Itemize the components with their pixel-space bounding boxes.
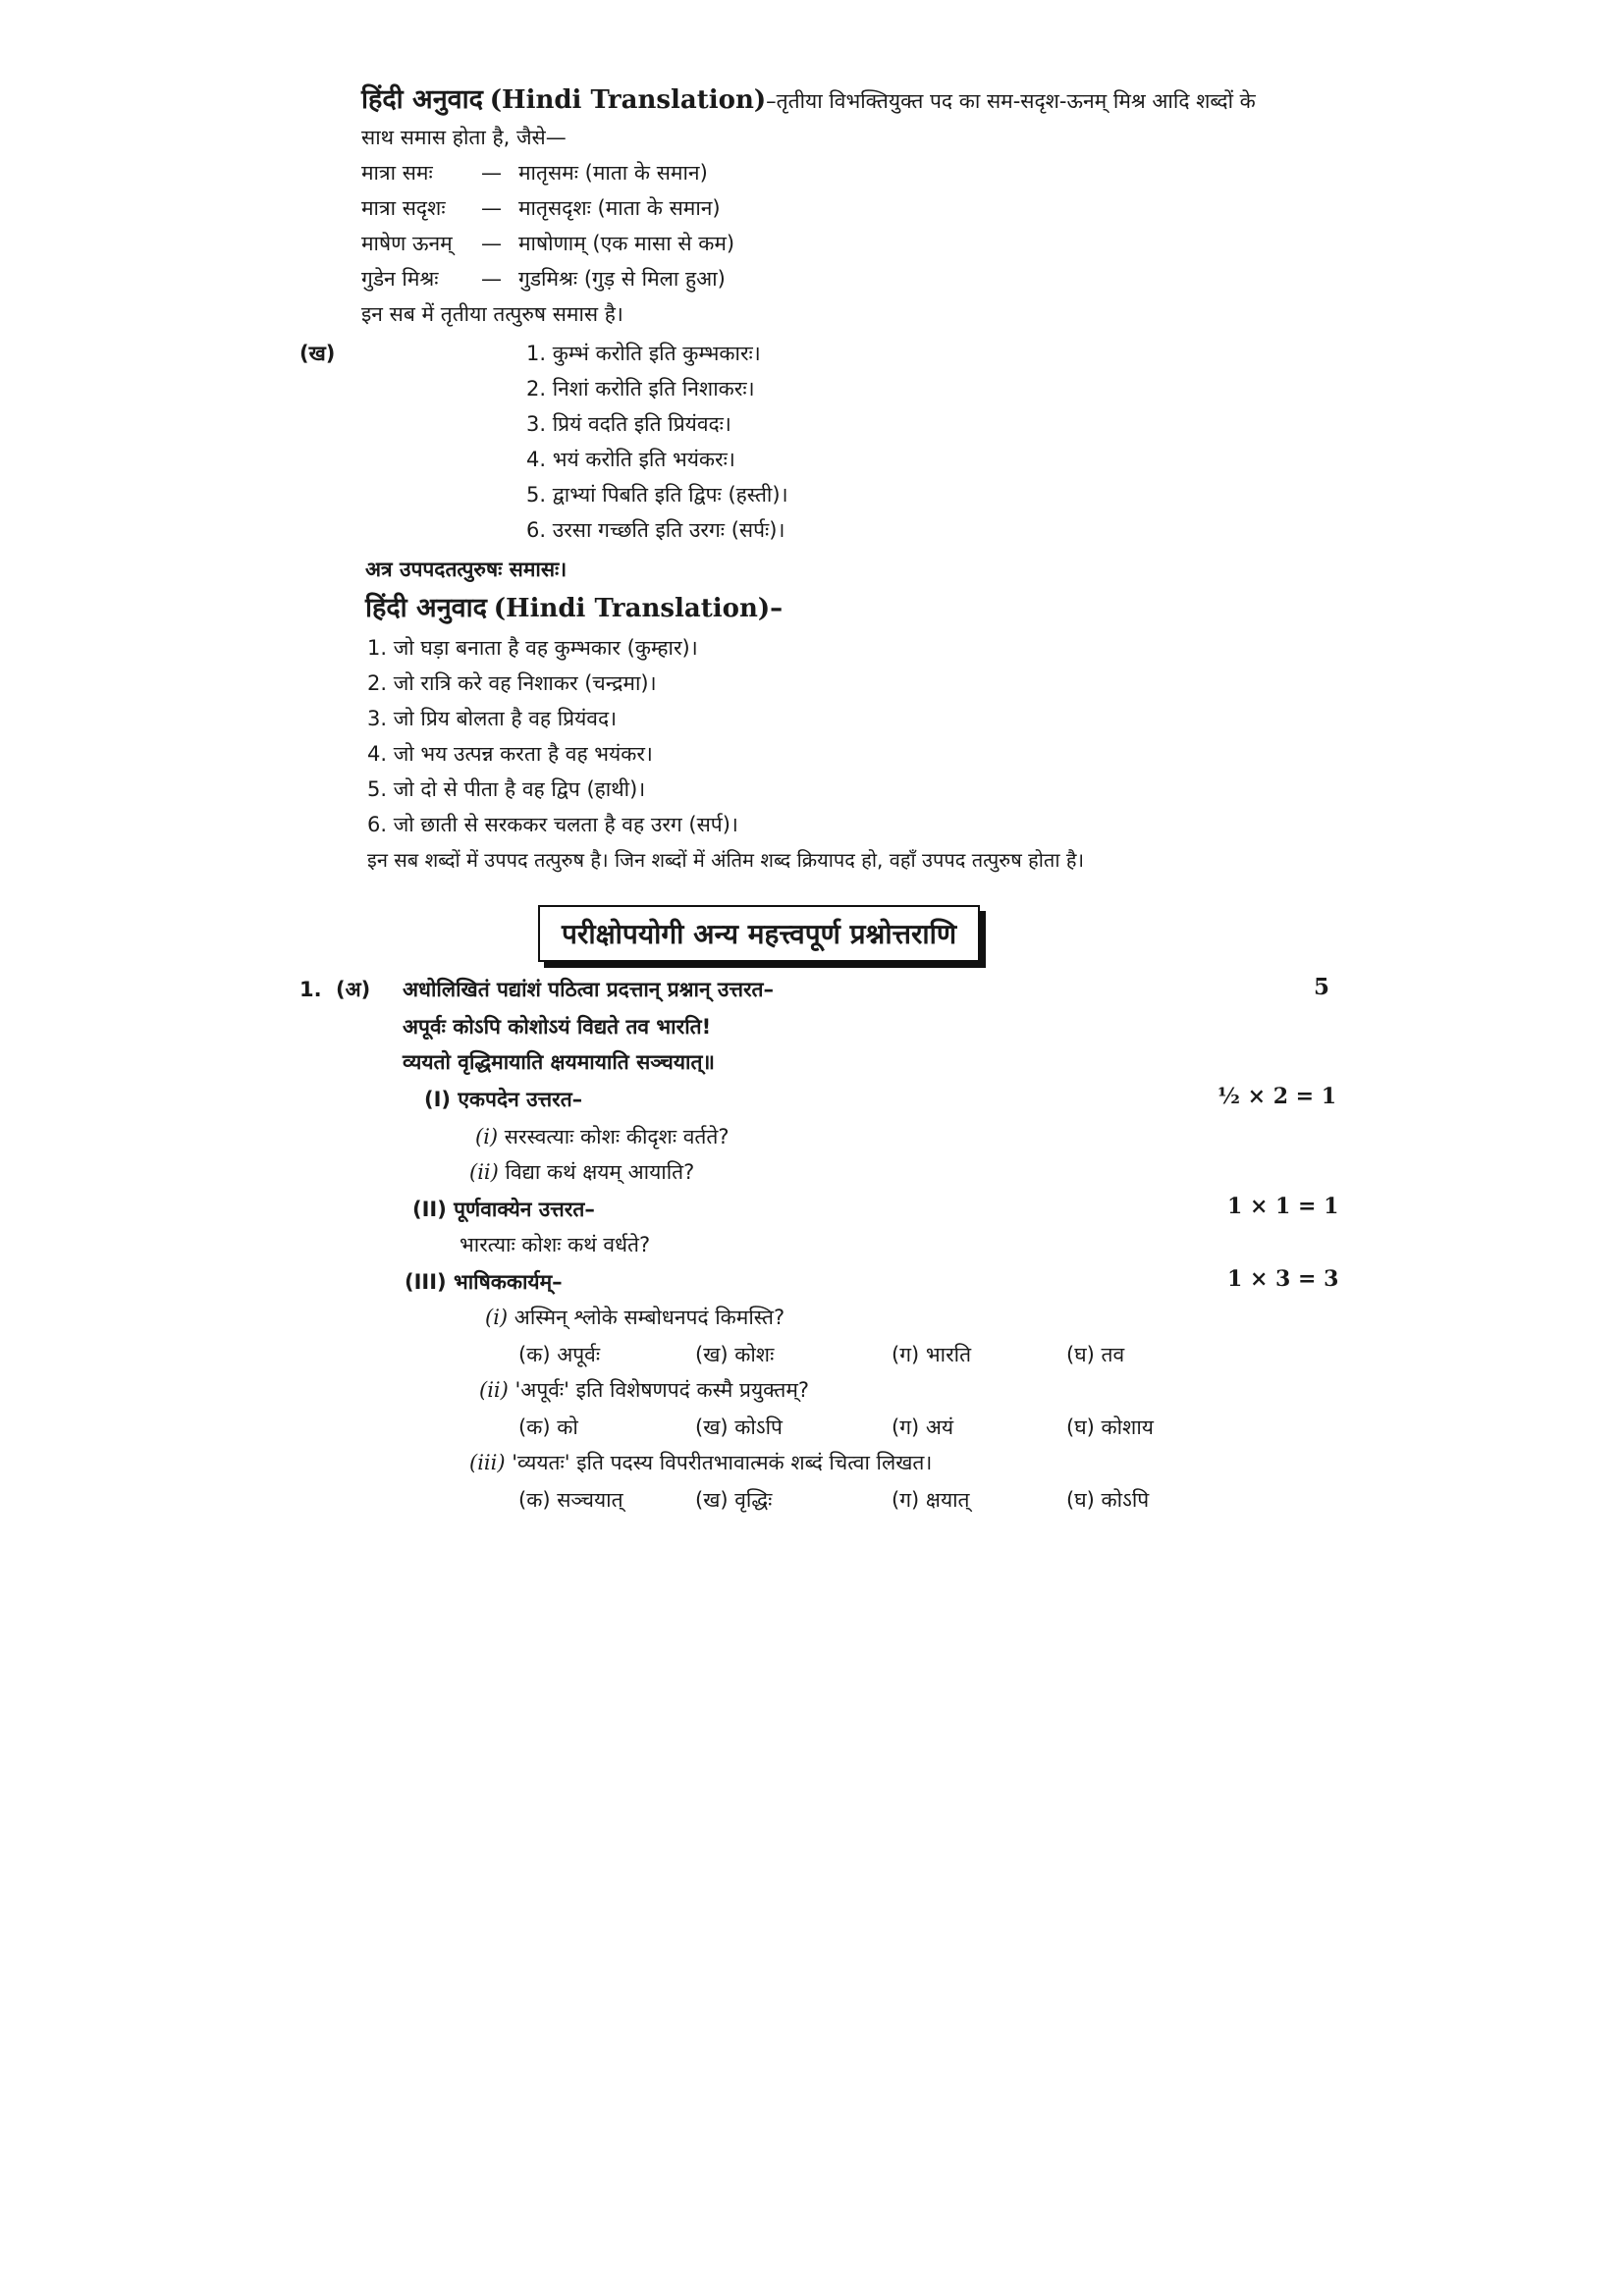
- example-dash: —: [481, 161, 502, 185]
- q1-marks: 5: [1314, 974, 1330, 1000]
- sub2-marks: 1 × 1 = 1: [1227, 1194, 1339, 1219]
- verse-line-1: अपूर्वः कोऽपि कोशोऽयं विद्यते तव भारति!: [403, 1015, 712, 1039]
- top-conclusion: इन सब में तृतीया तत्पुरुष समास है।: [361, 302, 623, 326]
- kha-item: 5. द्वाभ्यां पिबति इति द्विपः (हस्ती)।: [526, 483, 788, 507]
- q1-instruction: अधोलिखितं पद्यांशं पठित्वा प्रदत्तान् प्रश्नान् उत्तरत–: [403, 978, 775, 1001]
- sub3-question: [485, 1306, 784, 1330]
- question-num: (ii): [479, 1378, 509, 1402]
- options-row: [0, 1341, 1623, 1370]
- top-heading-hindi: हिंदी अनुवाद: [361, 84, 484, 115]
- option: (क) को: [518, 1415, 578, 1439]
- kha-heading-english: (Hindi Translation): [493, 594, 771, 623]
- option: (ख) कोऽपि: [695, 1415, 783, 1439]
- option: (ग) भारति: [892, 1343, 972, 1366]
- sub3-marks: 1 × 3 = 3: [1227, 1266, 1339, 1292]
- example-row: [361, 232, 734, 256]
- top-intro-rest: –तृतीया विभक्तियुक्त पद का सम-सदृश-ऊनम् मिश्र आदि शब्दों के: [766, 89, 1256, 113]
- kha-label: (ख): [299, 342, 336, 365]
- example-row: [361, 267, 726, 292]
- options-row: [0, 1486, 1623, 1516]
- kha-translation: 1. जो घड़ा बनाता है वह कुम्भकार (कुम्हार)।: [367, 636, 698, 660]
- question-num: (ii): [469, 1160, 499, 1184]
- kha-heading: [365, 593, 783, 624]
- option: (क) सञ्चयात्: [518, 1488, 623, 1512]
- kha-translation: 3. जो प्रिय बोलता है वह प्रियंवद।: [367, 707, 618, 730]
- sub3-question: [479, 1378, 809, 1403]
- question-text: 'व्ययतः' इति पदस्य विपरीतभावात्मकं शब्दं चित्वा लिखत।: [512, 1451, 933, 1474]
- question-text: विद्या कथं क्षयम् आयाति?: [505, 1160, 695, 1184]
- question-num: (i): [485, 1306, 509, 1329]
- kha-item: 1. कुम्भं करोति इति कुम्भकारः।: [526, 342, 761, 365]
- example-right: मातृसमः (माता के समान): [518, 161, 708, 185]
- sub1-label: (I) एकपदेन उत्तरत–: [424, 1088, 583, 1111]
- kha-heading-hindi: हिंदी अनुवाद: [365, 593, 488, 623]
- example-left: मात्रा सदृशः: [361, 196, 446, 220]
- kha-conclusion: इन सब शब्दों में उपपद तत्पुरुष है। जिन शब्दों में अंतिम शब्द क्रियापद हो, वहाँ उपपद तत्पुरुष होता है।: [367, 848, 1085, 872]
- option: (ग) अयं: [892, 1415, 954, 1439]
- example-left: माषेण ऊनम्: [361, 232, 453, 255]
- example-right: माषोणाम् (एक मासा से कम): [518, 232, 735, 255]
- example-row: [361, 196, 721, 221]
- question-num: (i): [475, 1125, 499, 1148]
- sub2-question: भारत्याः कोशः कथं वर्धते?: [460, 1233, 651, 1256]
- kha-item: 4. भयं करोति इति भयंकरः।: [526, 448, 735, 471]
- kha-item: 2. निशां करोति इति निशाकरः।: [526, 377, 755, 400]
- section-title: परीक्षोपयोगी अन्य महत्त्वपूर्ण प्रश्नोत्तराणि: [538, 905, 980, 962]
- sub2-label: (II) पूर्णवाक्येन उत्तरत–: [412, 1198, 595, 1221]
- kha-translation: 4. जो भय उत्पन्न करता है वह भयंकर।: [367, 742, 653, 766]
- options-row: [0, 1414, 1623, 1443]
- option: (ग) क्षयात्: [892, 1488, 970, 1512]
- option: (घ) कोशाय: [1066, 1415, 1154, 1439]
- kha-item: 3. प्रियं वदति इति प्रियंवदः।: [526, 412, 731, 436]
- example-dash: —: [481, 232, 502, 255]
- option: (घ) तव: [1066, 1343, 1125, 1366]
- question-text: सरस्वत्याः कोशः कीदृशः वर्तते?: [504, 1125, 730, 1148]
- example-right: गुडमिश्रः (गुड़ से मिला हुआ): [518, 267, 726, 291]
- q1-number: 1.: [299, 978, 322, 1001]
- sub1-question: [469, 1160, 694, 1185]
- kha-item: 6. उरसा गच्छति इति उरगः (सर्पः)।: [526, 518, 785, 542]
- option: (क) अपूर्वः: [518, 1343, 601, 1366]
- example-row: [361, 161, 708, 186]
- sub3-label: (III) भाषिककार्यम्–: [405, 1270, 563, 1294]
- question-text: 'अपूर्वः' इति विशेषणपदं कस्मै प्रयुक्तम्?: [514, 1378, 810, 1402]
- q1-part: (अ): [336, 978, 371, 1001]
- example-dash: —: [481, 196, 502, 220]
- sub1-marks: ½ × 2 = 1: [1217, 1084, 1337, 1109]
- question-num: (iii): [469, 1451, 506, 1474]
- example-right: मातृसदृशः (माता के समान): [518, 196, 721, 220]
- example-dash: —: [481, 267, 502, 291]
- kha-heading-dash: –: [770, 594, 784, 623]
- option: (ख) कोशः: [695, 1343, 775, 1366]
- sub3-question: [469, 1451, 932, 1475]
- sub1-question: [475, 1125, 730, 1149]
- verse-line-2: व्ययतो वृद्धिमायाति क्षयमायाति सञ्चयात्॥: [403, 1050, 715, 1074]
- kha-translation: 2. जो रात्रि करे वह निशाकर (चन्द्रमा)।: [367, 671, 657, 695]
- example-left: मात्रा समः: [361, 161, 433, 185]
- option: (ख) वृद्धिः: [695, 1488, 773, 1512]
- option: (घ) कोऽपि: [1066, 1488, 1150, 1512]
- top-heading-english: (Hindi Translation): [489, 85, 767, 115]
- kha-translation: 6. जो छाती से सरककर चलता है वह उरग (सर्प)।: [367, 813, 738, 836]
- kha-translation: 5. जो दो से पीता है वह द्विप (हाथी)।: [367, 777, 646, 801]
- top-heading-line: [361, 84, 1256, 116]
- top-intro-line2: साथ समास होता है, जैसे—: [361, 126, 567, 149]
- question-text: अस्मिन् श्लोके सम्बोधनपदं किमस्ति?: [514, 1306, 785, 1329]
- example-left: गुडेन मिश्रः: [361, 267, 439, 291]
- kha-note: अत्र उपपदतत्पुरुषः समासः।: [365, 558, 568, 581]
